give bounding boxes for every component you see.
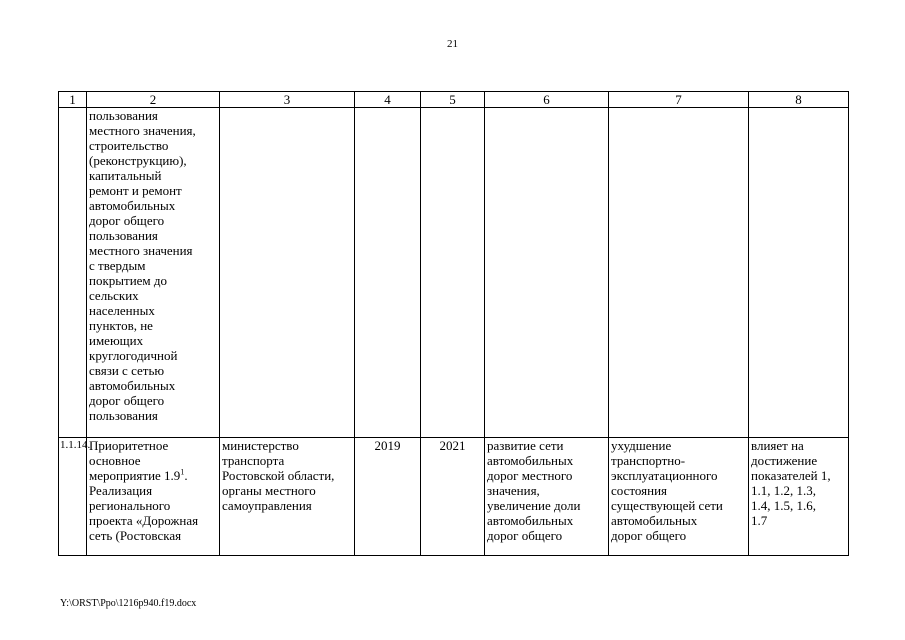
header-cell: 2 <box>87 92 220 108</box>
table-cell <box>749 108 849 438</box>
activity-name-part2: . Реализация регионального проекта «Дорожная сеть (Ростовская <box>89 468 199 543</box>
table-cell <box>609 108 749 438</box>
table-cell <box>485 108 609 438</box>
start-year: 2019 <box>374 438 401 453</box>
activity-name-part1: Приоритетное основное мероприятие 1.9 <box>89 438 181 483</box>
continued-activity-text: пользования местного значения, строительство (реконструкцию), капитальный ремонт и ремонт автомобильных дорог общего пользования местного значения с твердым покрытием до сельских населенных пунктов, не имеющих круглогодичной связи с сетью автомобильных дорог общего пользования <box>89 108 196 423</box>
end-year: 2021 <box>439 438 466 453</box>
table-cell <box>220 108 355 438</box>
activity-name <box>89 438 217 543</box>
consequences: ухудшение транспортно- эксплуатационного состояния существующей сети автомобильных дорог общего <box>611 438 723 543</box>
page-number: 21 <box>447 38 458 50</box>
table-row <box>59 438 849 556</box>
header-cell: 8 <box>749 92 849 108</box>
responsible-executor: министерство транспорта Ростовской области, органы местного самоуправления <box>222 438 335 513</box>
indicator-link: влияет на достижение показателей 1, 1.1, 1.2, 1.3, 1.4, 1.5, 1.6, 1.7 <box>751 438 831 528</box>
table-header-row <box>59 92 849 108</box>
table-cell <box>421 108 485 438</box>
table-cell <box>355 108 421 438</box>
header-cell: 3 <box>220 92 355 108</box>
table-cell <box>355 438 421 556</box>
row-id-cell <box>59 438 91 556</box>
footnote-mark: 1 <box>180 467 185 477</box>
header-cell: 5 <box>421 92 485 108</box>
header-cell: 1 <box>59 92 87 108</box>
row-id: 1.1.14. <box>60 439 91 451</box>
table-cell <box>87 438 220 556</box>
table-cell <box>87 108 220 438</box>
table-cell <box>609 438 749 556</box>
header-cell: 7 <box>609 92 749 108</box>
header-cell: 4 <box>355 92 421 108</box>
expected-result: развитие сети автомобильных дорог местного значения, увеличение доли автомобильных дорог общего <box>487 438 581 543</box>
table-cell <box>220 438 355 556</box>
file-path: Y:\ORST\Ppo\1216p940.f19.docx <box>60 598 197 609</box>
table-cell <box>485 438 609 556</box>
header-cell: 6 <box>485 92 609 108</box>
table-cell <box>59 108 87 438</box>
program-table <box>58 91 849 556</box>
table-cell <box>421 438 485 556</box>
table-cell <box>749 438 849 556</box>
table-row <box>59 108 849 438</box>
